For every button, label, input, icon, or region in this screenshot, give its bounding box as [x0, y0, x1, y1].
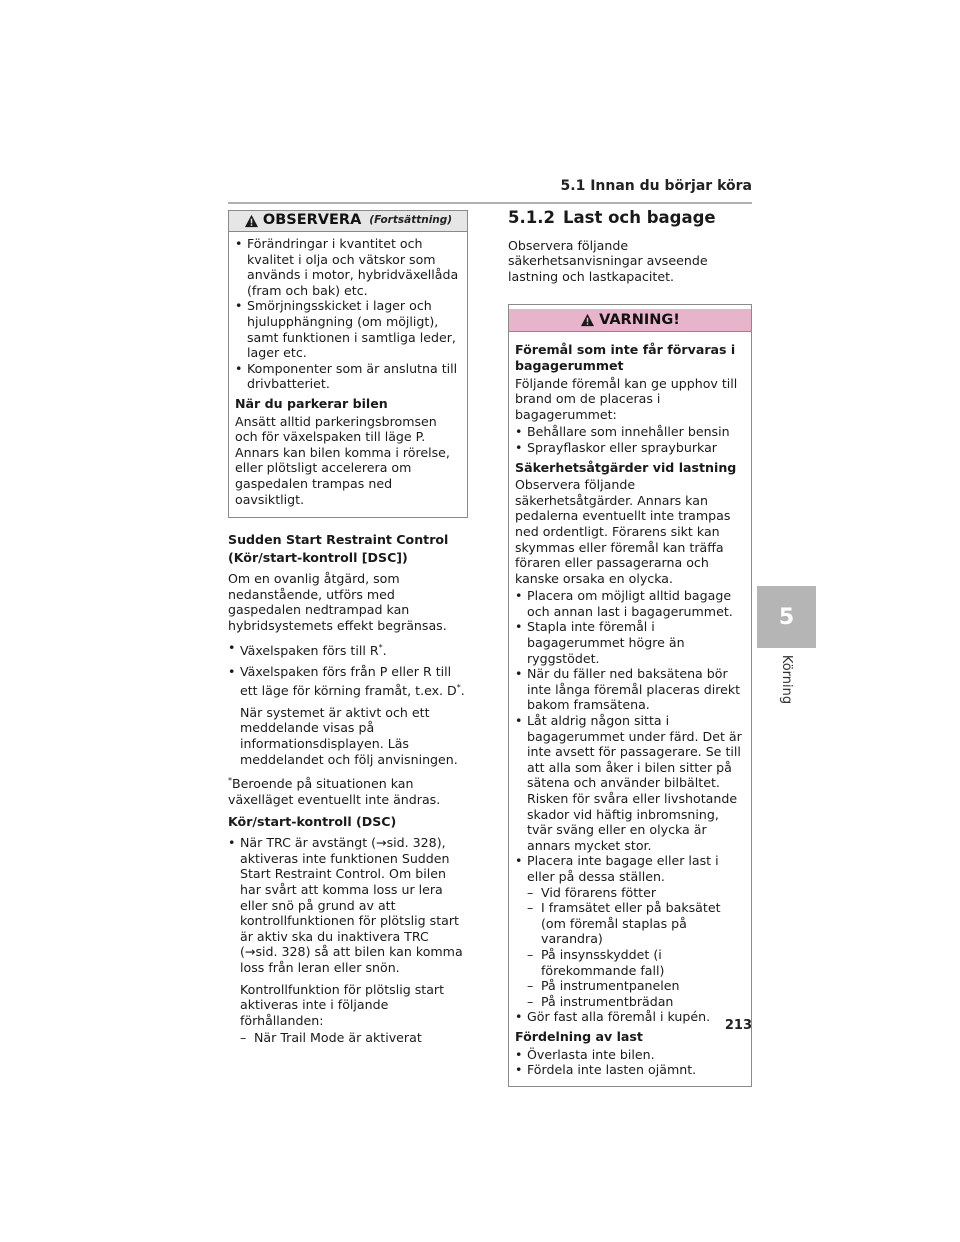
- parking-heading: När du parkerar bilen: [235, 395, 388, 411]
- warning-box: [508, 304, 752, 1086]
- section-title: [508, 210, 752, 226]
- chapter-label: [757, 648, 816, 710]
- dsc-list: [228, 640, 468, 768]
- list-item: • Gör fast alla föremål i kupén.: [515, 1009, 745, 1025]
- warning-body: [509, 332, 751, 1085]
- chapter-label-text: Körning: [778, 654, 794, 704]
- warning-triangle-icon: [244, 214, 259, 228]
- list-item: • Låt aldrig någon sitta i bagagerummet under färd. Det är inte avsett för passagerare. Se till att alla som åker i bilen sitter på sätena och använder bilbältet. Risken för svåra eller livshotande skador vid häftig inbromsning, tvär sväng eller en olycka är annars mycket stor.: [515, 713, 745, 853]
- list-item: – När Trail Mode är aktiverat: [240, 1030, 468, 1046]
- warning-list-1: [515, 424, 745, 455]
- warning-header: [509, 309, 751, 332]
- warning-list-3: [515, 1047, 745, 1078]
- observera-list: [235, 236, 461, 392]
- asterisk: *: [456, 683, 461, 693]
- list-item: [228, 640, 468, 659]
- bullet-text: Växelspaken förs från P eller R till ett läge för körning framåt, t.ex. D: [240, 664, 457, 699]
- list-item: • Fördela inte lasten ojämnt.: [515, 1062, 745, 1078]
- parking-text: Ansätt alltid parkeringsbromsen och för växelspaken till läge P. Annars kan bilen komma i rörelse, eller plötsligt accelerera om gaspedalen trampas ned oavsiktligt.: [235, 413, 450, 507]
- warning-heading-3: Fördelning av last: [515, 1028, 643, 1044]
- dsc-heading-1: Sudden Start Restraint Control: [228, 532, 449, 548]
- dsc-heading-2: (Kör/start-kontroll [DSC]): [228, 549, 408, 565]
- list-item: – På instrumentbrädan: [527, 994, 745, 1010]
- section-intro: Observera följande säkerhetsanvisningar avseende lastning och lastkapacitet.: [508, 237, 708, 284]
- trc-dash-list: [240, 1030, 468, 1046]
- warning-text-2: Observera följande säkerhetsåtgärder. Annars kan pedalerna eventuellt inte trampas ned ordentligt. Förarens sikt kan skymmas eller föremål kan träffa föraren eller passagerarna och kanske orsaka en olycka.: [515, 477, 731, 586]
- bullet-text: Placera inte bagage eller last i eller på dessa ställen.: [527, 853, 719, 884]
- list-item: • Behållare som innehåller bensin: [515, 424, 745, 440]
- left-column: [228, 210, 468, 1046]
- observera-subtitle: (Fortsättning): [369, 214, 453, 227]
- page-number: 213: [724, 1018, 752, 1033]
- bullet-text: Växelspaken förs till R: [240, 642, 379, 658]
- trc-note: Kontrollfunktion för plötslig start aktiveras inte i följande förhållanden:: [240, 981, 445, 1028]
- list-item: – På instrumentpanelen: [527, 978, 745, 994]
- warning-heading-2: Säkerhetsåtgärder vid lastning: [515, 459, 737, 475]
- observera-title: OBSERVERA: [262, 212, 362, 229]
- observera-box: [228, 210, 468, 518]
- warning-list-2: [515, 588, 745, 1025]
- places-list: [527, 885, 745, 1010]
- footnote-text: Beroende på situationen kan växelläget eventuellt inte ändras.: [228, 776, 441, 807]
- observera-body: [229, 232, 467, 517]
- bullet-text: När TRC är avstängt (→sid. 328), aktiveras inte funktionen Sudden Start Restraint Control. Om bilen har svårt att komma loss ur lera eller snö på grund av att kontrollfunktionen för plötslig start är aktiv ska du inaktivera TRC (→sid. 328) så att bilen kan komma loss från leran eller snön.: [240, 835, 463, 975]
- list-item: • Smörjningsskicket i lager och hjulupphängning (om möjligt), samt funktionen i samtliga leder, lager etc.: [235, 298, 461, 360]
- bullet-end: .: [460, 683, 465, 699]
- footnote: [228, 773, 468, 807]
- warning-title: VARNING!: [599, 311, 680, 328]
- observera-header: [229, 211, 467, 232]
- running-header: 5.1 Innan du börjar köra: [560, 178, 752, 194]
- warning-triangle-icon: [580, 313, 595, 327]
- list-item: • Förändringar i kvantitet och kvalitet i olja och vätskor som används i motor, hybridväxellåda (fram och bak) etc.: [235, 236, 461, 298]
- list-item: – På insynsskyddet (i förekommande fall): [527, 947, 745, 978]
- chapter-tab: 5: [757, 586, 816, 648]
- dsc-intro: Om en ovanlig åtgärd, som nedanstående, utförs med gaspedalen nedtrampad kan hybridsystemets effekt begränsas.: [228, 571, 447, 634]
- asterisk: *: [228, 776, 232, 786]
- list-item: • Placera om möjligt alltid bagage och annan last i bagagerummet.: [515, 588, 745, 619]
- list-item: – Vid förarens fötter: [527, 885, 745, 901]
- list-item: • Sprayflaskor eller sprayburkar: [515, 440, 745, 456]
- list-item: [228, 835, 468, 1046]
- list-item: [228, 664, 468, 767]
- section-number: 5.1.2: [508, 208, 555, 227]
- header-divider: [228, 202, 752, 204]
- list-item: [515, 853, 745, 1009]
- warning-text-1: Följande föremål kan ge upphov till brand om de placeras i bagagerummet:: [515, 375, 738, 422]
- list-item: – I framsätet eller på baksätet (om föremål staplas på varandra): [527, 900, 745, 947]
- bullet-end: .: [382, 642, 387, 658]
- section-name: Last och bagage: [562, 208, 716, 227]
- list-item: • När du fäller ned baksätena bör inte långa föremål placeras direkt bakom framsätena.: [515, 666, 745, 713]
- trc-list: [228, 835, 468, 1046]
- dsc-heading-3: Kör/start-kontroll (DSC): [228, 813, 397, 829]
- list-item: • Överlasta inte bilen.: [515, 1047, 745, 1063]
- list-item: • Komponenter som är anslutna till drivbatteriet.: [235, 361, 461, 392]
- asterisk: *: [378, 642, 383, 652]
- warning-heading-1: Föremål som inte får förvaras i bagagerummet: [515, 342, 736, 373]
- list-item: • Stapla inte föremål i bagagerummet högre än ryggstödet.: [515, 619, 745, 666]
- right-column: [508, 210, 752, 1101]
- bullet-note: När systemet är aktivt och ett meddelande visas på informationsdisplayen. Läs meddelandet och följ anvisningen.: [240, 704, 458, 767]
